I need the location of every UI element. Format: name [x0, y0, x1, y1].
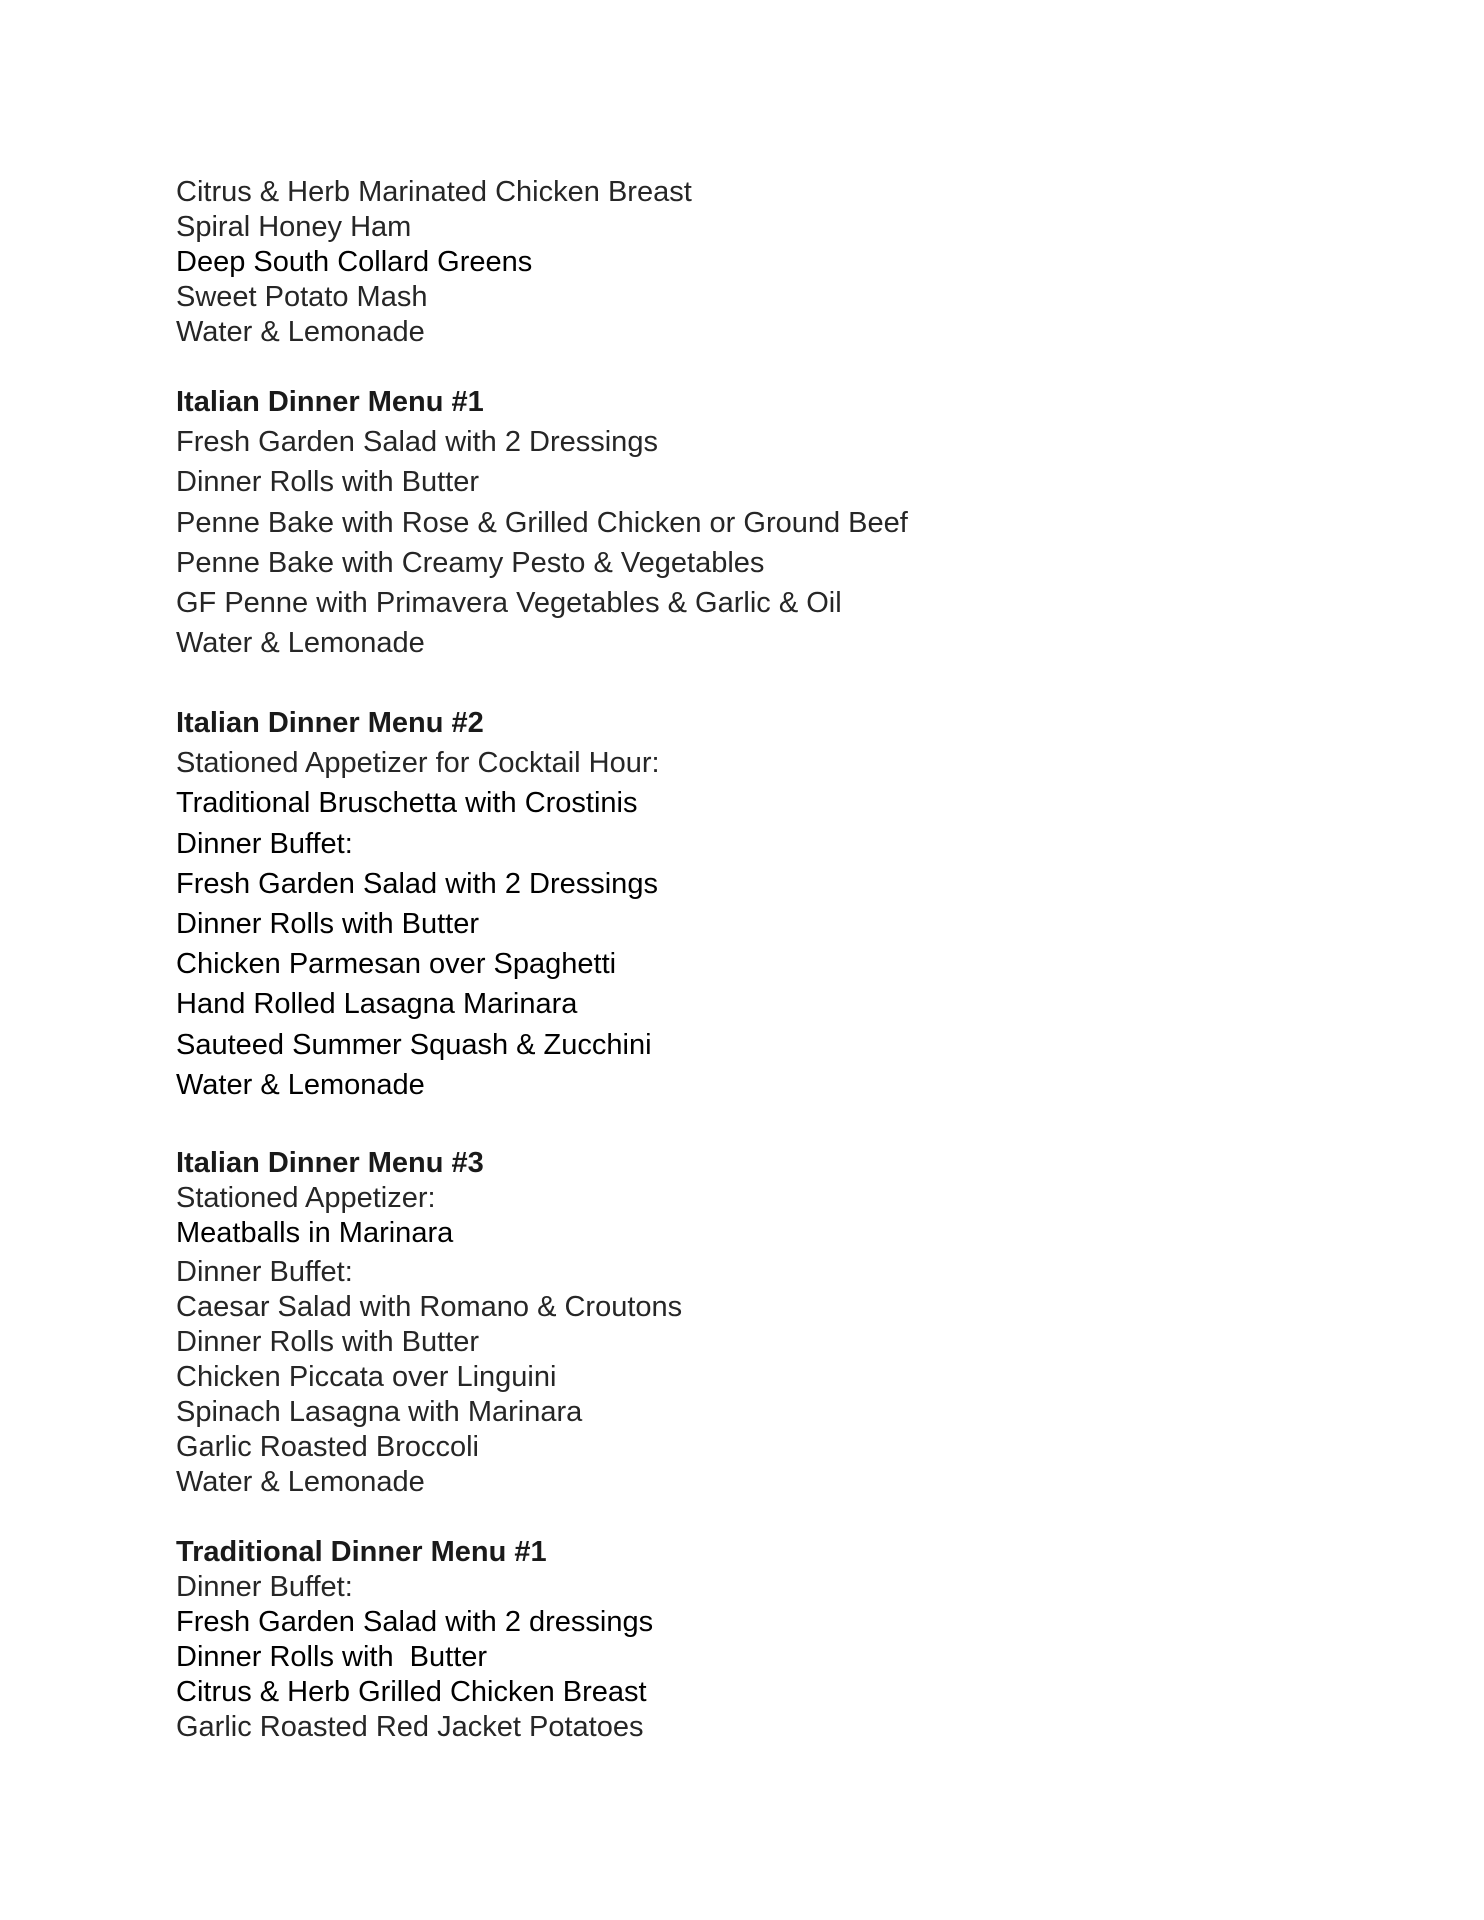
list-item: Dinner Rolls with Butter	[176, 466, 479, 499]
italian-menu-3	[176, 1146, 1376, 1500]
list-item: Chicken Piccata over Linguini	[176, 1361, 557, 1393]
list-item: Dinner Buffet:	[176, 827, 353, 860]
list-item: Dinner Buffet:	[176, 1256, 353, 1288]
list-item: Stationed Appetizer for Cocktail Hour:	[176, 747, 660, 780]
list-item: Meatballs in Marinara	[176, 1217, 454, 1249]
list-item: Stationed Appetizer:	[176, 1182, 436, 1214]
list-item: Sweet Potato Mash	[176, 281, 428, 313]
list-item: Fresh Garden Salad with 2 Dressings	[176, 426, 658, 459]
list-item: Water & Lemonade	[176, 1068, 425, 1101]
list-item: Penne Bake with Rose & Grilled Chicken or Ground Beef	[176, 506, 908, 539]
list-item: Citrus & Herb Grilled Chicken Breast	[176, 1676, 647, 1708]
list-item: Water & Lemonade	[176, 1466, 425, 1498]
list-item: Garlic Roasted Red Jacket Potatoes	[176, 1711, 644, 1743]
italian-menu-2	[176, 703, 1376, 1105]
menu-title: Italian Dinner Menu #1	[176, 386, 484, 418]
list-item: Fresh Garden Salad with 2 Dressings	[176, 867, 658, 900]
menu-title: Italian Dinner Menu #2	[176, 707, 484, 739]
list-item: Dinner Buffet:	[176, 1571, 353, 1603]
list-item: Dinner Rolls with Butter	[176, 1326, 479, 1358]
menu-title: Italian Dinner Menu #3	[176, 1147, 484, 1179]
list-item: Spinach Lasagna with Marinara	[176, 1396, 583, 1428]
list-item: Caesar Salad with Romano & Croutons	[176, 1291, 683, 1323]
list-item: Deep South Collard Greens	[176, 246, 533, 278]
top-menu-list	[176, 175, 1376, 350]
menu-title: Traditional Dinner Menu #1	[176, 1536, 547, 1568]
list-item: Water & Lemonade	[176, 316, 425, 348]
list-item: Chicken Parmesan over Spaghetti	[176, 948, 617, 981]
list-item: GF Penne with Primavera Vegetables & Garlic & Oil	[176, 587, 842, 620]
list-item: Penne Bake with Creamy Pesto & Vegetables	[176, 546, 765, 579]
list-item: Fresh Garden Salad with 2 dressings	[176, 1606, 654, 1638]
list-item: Hand Rolled Lasagna Marinara	[176, 988, 578, 1021]
list-item: Water & Lemonade	[176, 627, 425, 660]
list-item: Sauteed Summer Squash & Zucchini	[176, 1028, 652, 1061]
list-item: Garlic Roasted Broccoli	[176, 1431, 479, 1463]
list-item: Dinner Rolls with Butter	[176, 908, 479, 941]
list-item: Dinner Rolls with Butter	[176, 1641, 488, 1673]
list-item: Traditional Bruschetta with Crostinis	[176, 787, 638, 820]
italian-menu-1	[176, 382, 1376, 663]
traditional-menu-1	[176, 1535, 1376, 1745]
list-item: Spiral Honey Ham	[176, 211, 412, 243]
list-item: Citrus & Herb Marinated Chicken Breast	[176, 176, 692, 208]
